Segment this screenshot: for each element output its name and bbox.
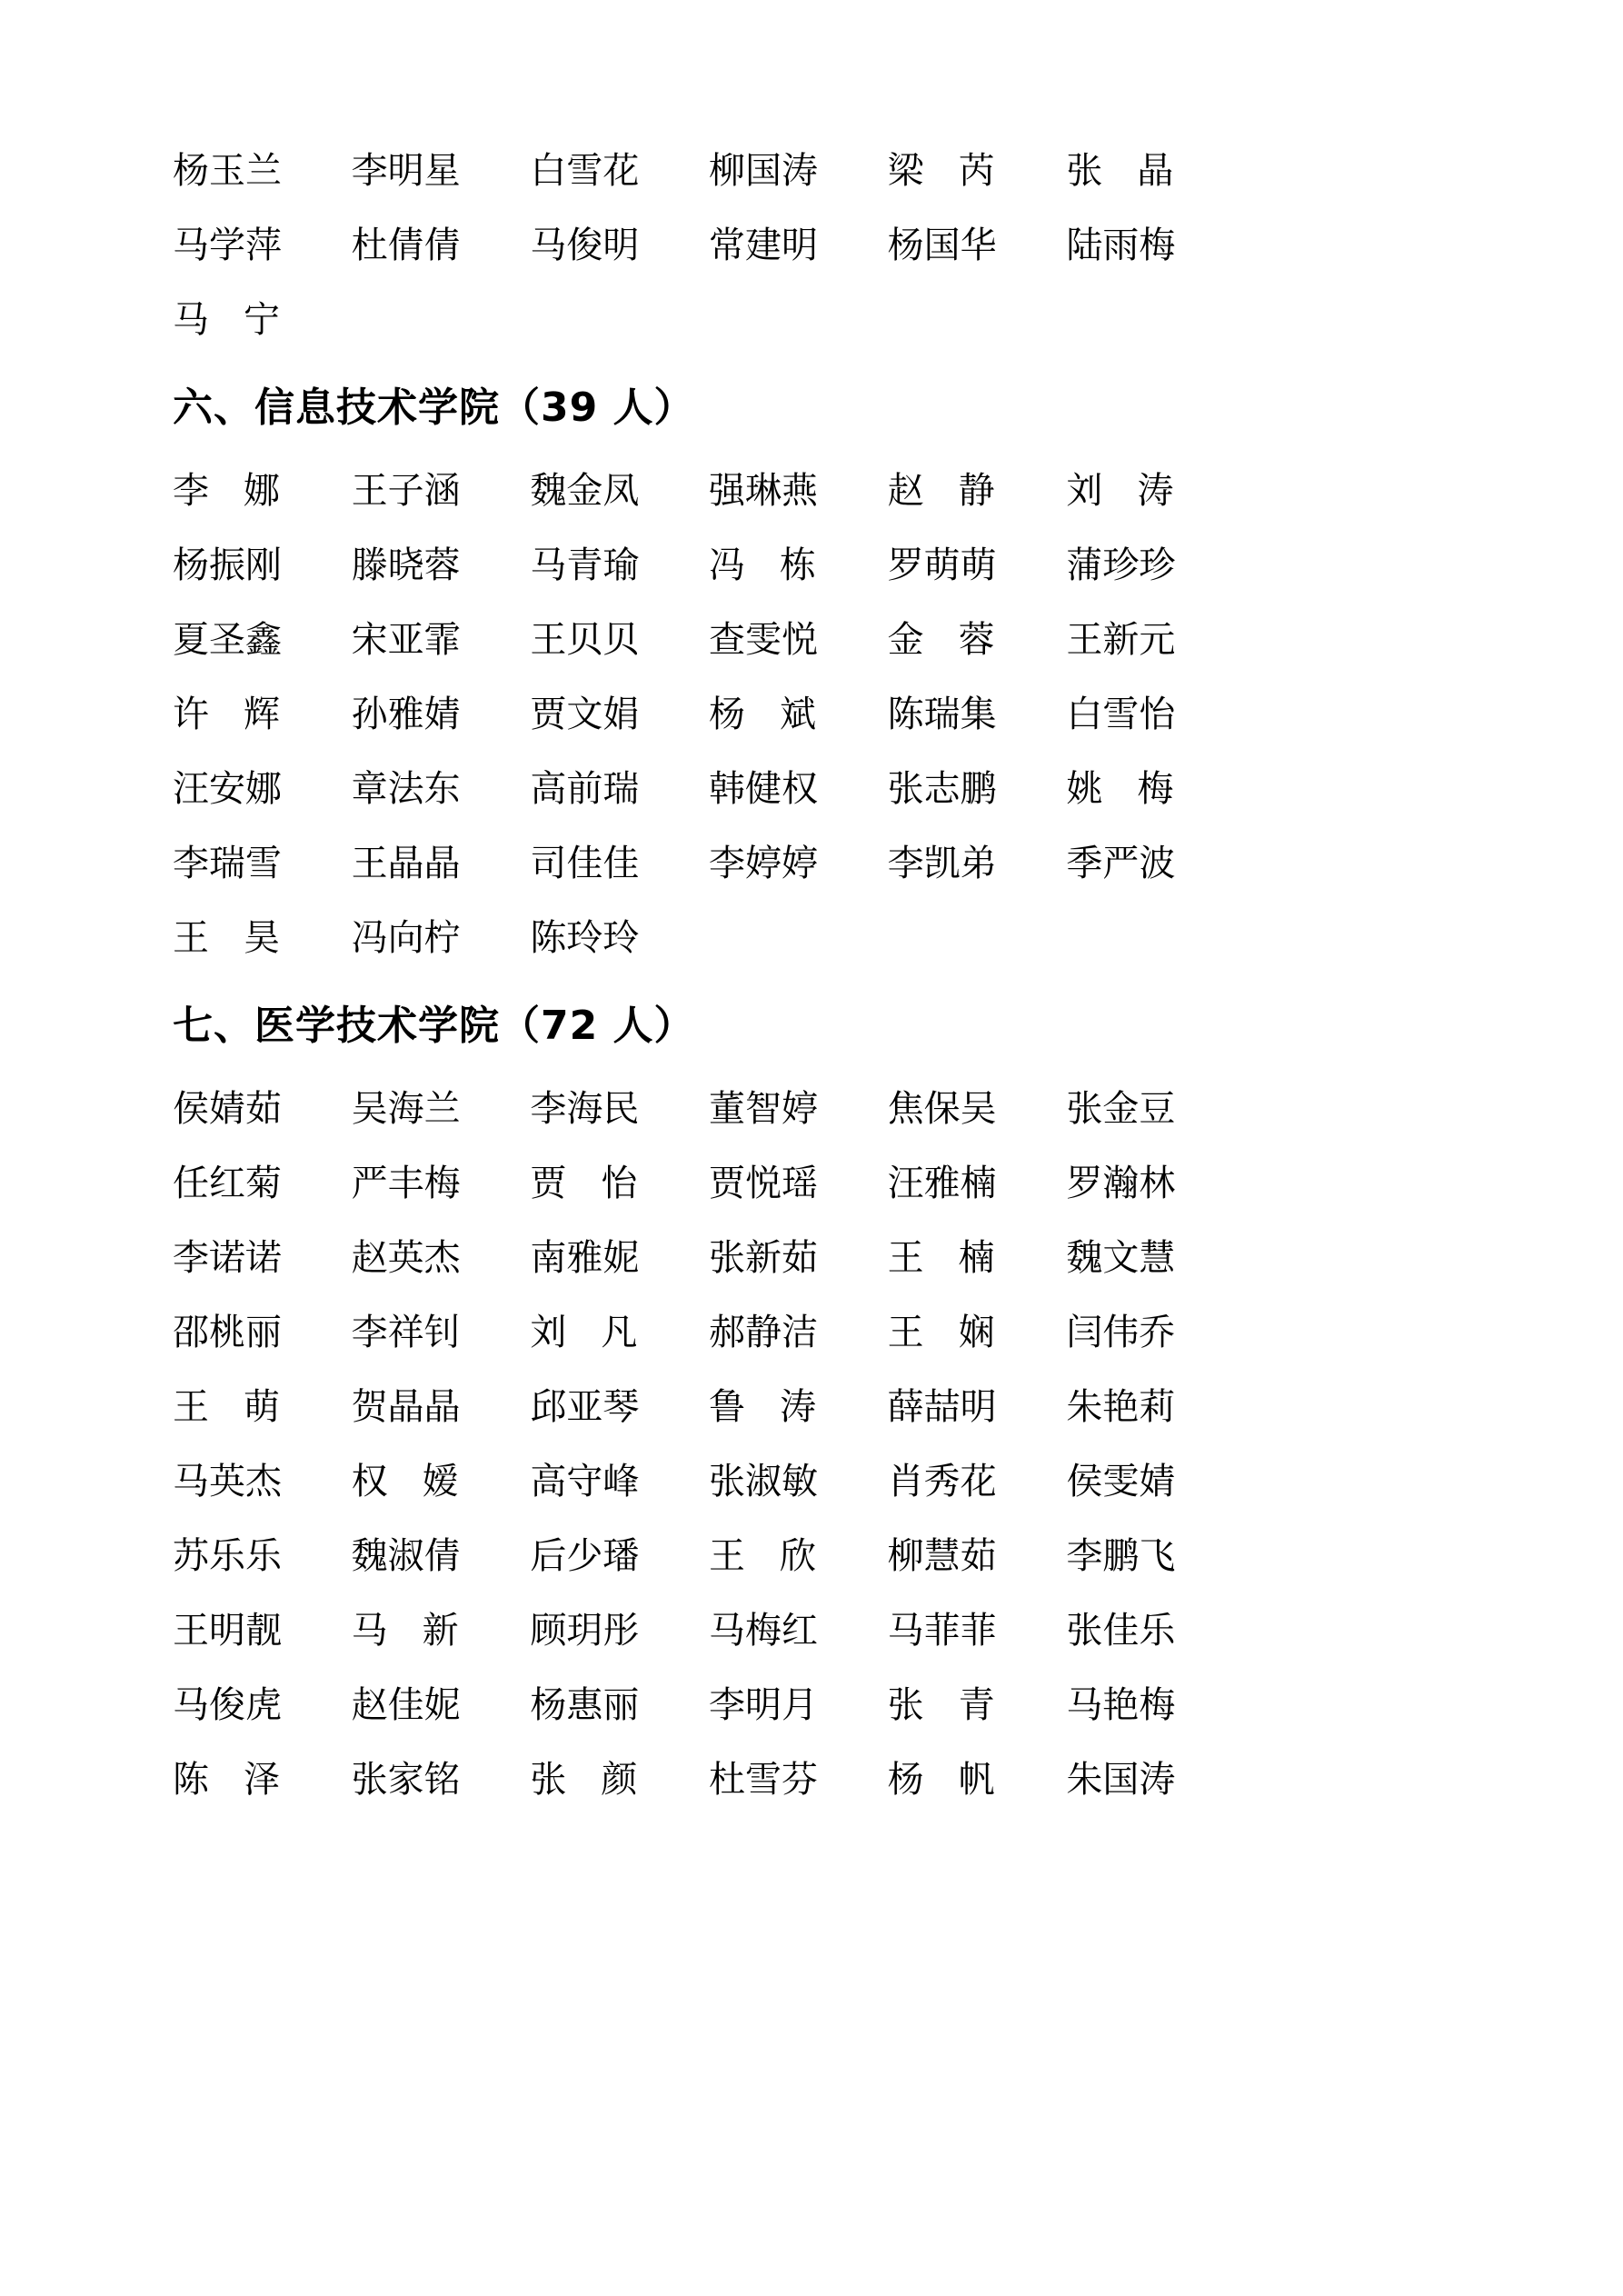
student-name: 刘 凡 [530,1312,638,1353]
student-name: 蒲珍珍 [1066,544,1176,586]
name-cell [888,680,1067,749]
name-cell [1066,1298,1245,1367]
name-cell [1066,680,1245,749]
student-name: 王 欣 [709,1535,816,1577]
student-name: 高前瑞 [530,768,640,810]
name-cell [173,1745,352,1814]
student-name: 冯向柠 [351,917,461,959]
student-name: 汪雅楠 [887,1163,997,1204]
student-name: 李婷婷 [709,843,818,884]
student-name: 李明星 [351,150,461,192]
student-name: 刘 涛 [1066,470,1174,512]
student-name: 李凯弟 [887,843,997,884]
name-cell [530,829,709,898]
name-cell [888,1596,1067,1665]
name-cell [530,531,709,600]
name-cell [888,1298,1067,1367]
name-row [173,680,1245,749]
name-cell [1066,1596,1245,1665]
name-cell [352,1745,531,1814]
name-cell [173,1149,352,1218]
name-cell [352,136,531,205]
student-name: 杜雪芬 [709,1759,818,1801]
name-row [173,531,1245,600]
name-cell [888,1149,1067,1218]
student-name: 王晶晶 [351,843,461,884]
name-cell [530,1074,709,1143]
student-name: 陈瑞集 [887,694,997,735]
name-cell [173,1223,352,1293]
student-name: 张 青 [887,1684,995,1726]
name-cell [888,1522,1067,1591]
name-cell [1066,605,1245,674]
student-name: 赵英杰 [351,1237,461,1279]
student-name: 王 楠 [887,1237,995,1279]
name-row [173,1745,1245,1814]
student-name: 赵佳妮 [351,1684,461,1726]
name-cell [1066,211,1245,280]
name-cell [173,1671,352,1740]
student-name: 张 晶 [1066,150,1174,192]
student-name: 张志鹏 [887,768,997,810]
name-row [173,754,1245,824]
name-cell [530,754,709,824]
section-heading: 七、医学技术学院（72 人） [173,1003,695,1049]
student-name: 白雪花 [530,150,640,192]
name-cell [709,1522,888,1591]
student-name: 冯 栋 [709,544,816,586]
student-name: 肖秀花 [887,1461,997,1502]
student-name: 苏乐乐 [173,1535,282,1577]
name-cell [352,1223,531,1293]
name-cell [530,136,709,205]
name-cell [173,1596,352,1665]
name-cell [173,1522,352,1591]
name-cell [709,1447,888,1516]
section-heading: 六、信息技术学院（39 人） [173,384,695,431]
student-name: 朱国涛 [1066,1759,1176,1801]
student-name: 王新元 [1066,619,1176,661]
name-cell [352,456,531,525]
student-name: 顾玥彤 [530,1610,640,1652]
name-cell [709,1596,888,1665]
student-name: 李海民 [530,1088,640,1130]
name-cell [888,754,1067,824]
student-name: 李瑞雪 [173,843,282,884]
name-cell [530,1522,709,1591]
name-row [173,1522,1245,1591]
student-name: 严丰梅 [351,1163,461,1204]
name-cell [1066,1447,1245,1516]
student-name: 张佳乐 [1066,1610,1176,1652]
name-cell [173,754,352,824]
name-cell [888,136,1067,205]
student-name: 马 宁 [173,299,280,341]
student-name: 杨 帆 [887,1759,995,1801]
name-cell [352,829,531,898]
student-name: 贾悦瑶 [709,1163,818,1204]
student-name: 贺晶晶 [351,1386,461,1428]
student-name: 强琳燕 [709,470,818,512]
student-name: 韩健权 [709,768,818,810]
name-cell [173,1074,352,1143]
college-section [173,369,1245,973]
name-cell [1066,1074,1245,1143]
document-body [173,136,1245,1814]
student-name: 李明月 [709,1684,818,1726]
student-name: 马青瑜 [530,544,640,586]
student-name: 鲁 涛 [709,1386,816,1428]
name-cell [173,1298,352,1367]
name-cell [173,211,352,280]
name-cell [1066,1671,1245,1740]
name-cell [173,456,352,525]
student-name: 邱亚琴 [530,1386,640,1428]
name-cell [888,829,1067,898]
name-cell [709,456,888,525]
student-name: 马 新 [351,1610,459,1652]
name-cell [1066,1373,1245,1442]
student-name: 陆雨梅 [1066,225,1176,266]
name-cell [352,1074,531,1143]
name-cell [888,531,1067,600]
name-cell [352,1298,531,1367]
student-name: 杨国华 [887,225,997,266]
name-cell [530,1223,709,1293]
student-name: 马俊明 [530,225,640,266]
name-cell [530,456,709,525]
name-cell [530,1447,709,1516]
student-name: 杨 斌 [709,694,816,735]
name-cell [352,1596,531,1665]
name-cell [709,1149,888,1218]
name-row [173,456,1245,525]
name-cell [1066,456,1245,525]
student-name: 马艳梅 [1066,1684,1176,1726]
student-name: 杨振刚 [173,544,282,586]
name-row [173,211,1245,280]
student-name: 梁 芮 [887,150,995,192]
student-name: 汪安娜 [173,768,282,810]
name-cell [530,1373,709,1442]
name-cell [709,605,888,674]
name-cell [352,680,531,749]
name-cell [1066,1522,1245,1591]
name-row [173,829,1245,898]
student-name: 常建明 [709,225,818,266]
name-cell [352,211,531,280]
name-cell [352,605,531,674]
name-cell [173,1447,352,1516]
student-name: 李鹏飞 [1066,1535,1176,1577]
name-cell [888,605,1067,674]
student-name: 白雪怡 [1066,694,1176,735]
student-name: 王 昊 [173,917,280,959]
student-name: 李祥钊 [351,1312,461,1353]
name-cell [888,1447,1067,1516]
student-name: 马学萍 [173,225,282,266]
name-cell [352,903,531,973]
name-cell [709,829,888,898]
name-row [173,1298,1245,1367]
name-cell [352,754,531,824]
student-name: 侯雯婧 [1066,1461,1176,1502]
student-name: 马俊虎 [173,1684,282,1726]
name-cell [173,903,352,973]
student-name: 权 嫒 [351,1461,459,1502]
student-name: 王 萌 [173,1386,280,1428]
name-cell [888,1223,1067,1293]
name-cell [709,1298,888,1367]
student-name: 邵桃丽 [173,1312,282,1353]
name-row [173,285,1245,354]
name-cell [352,1149,531,1218]
name-cell [888,1745,1067,1814]
name-cell [530,1745,709,1814]
name-cell [352,531,531,600]
name-row [173,1074,1245,1143]
name-cell [530,1596,709,1665]
name-row [173,136,1245,205]
student-name: 王子涵 [351,470,461,512]
student-name: 闫伟乔 [1066,1312,1176,1353]
name-cell [709,1373,888,1442]
student-name: 陈 泽 [173,1759,280,1801]
name-cell [1066,829,1245,898]
name-cell [888,1671,1067,1740]
student-name: 孙雅婧 [351,694,461,735]
student-name: 焦保吴 [887,1088,997,1130]
student-name: 朱艳莉 [1066,1386,1176,1428]
name-row [173,1223,1245,1293]
student-name: 薛喆明 [887,1386,997,1428]
student-name: 查雯悦 [709,619,818,661]
student-name: 马英杰 [173,1461,282,1502]
student-name: 李 娜 [173,470,280,512]
name-cell [173,531,352,600]
student-name: 马菲菲 [887,1610,997,1652]
name-cell [530,680,709,749]
name-cell [1066,531,1245,600]
student-name: 张家铭 [351,1759,461,1801]
student-name: 董智婷 [709,1088,818,1130]
name-cell [530,605,709,674]
student-name: 王明靓 [173,1610,282,1652]
name-cell [888,211,1067,280]
name-cell [352,1671,531,1740]
name-row [173,1596,1245,1665]
student-name: 马梅红 [709,1610,818,1652]
student-name: 王贝贝 [530,619,640,661]
name-cell [530,1671,709,1740]
student-name: 姚 梅 [1066,768,1174,810]
name-cell [1066,754,1245,824]
college-section [173,136,1245,354]
name-cell [709,754,888,824]
student-name: 任红菊 [173,1163,282,1204]
student-name: 章法东 [351,768,461,810]
student-name: 魏淑倩 [351,1535,461,1577]
student-name: 贾文娟 [530,694,640,735]
name-cell [352,1447,531,1516]
name-cell [888,456,1067,525]
student-name: 司佳佳 [530,843,640,884]
student-name: 杨玉兰 [173,150,282,192]
name-cell [173,136,352,205]
name-cell [1066,1223,1245,1293]
name-cell [173,829,352,898]
student-name: 宋亚霏 [351,619,461,661]
name-cell [709,1745,888,1814]
student-name: 张 颜 [530,1759,638,1801]
student-name: 张淑敏 [709,1461,818,1502]
name-cell [709,680,888,749]
name-cell [352,1373,531,1442]
student-name: 杜倩倩 [351,225,461,266]
student-name: 魏文慧 [1066,1237,1176,1279]
student-name: 郝静洁 [709,1312,818,1353]
name-row [173,903,1245,973]
name-cell [173,1373,352,1442]
student-name: 侯婧茹 [173,1088,282,1130]
student-name: 柳国涛 [709,150,818,192]
name-cell [1066,1745,1245,1814]
student-name: 罗萌萌 [887,544,997,586]
student-name: 罗瀚林 [1066,1163,1176,1204]
name-row [173,605,1245,674]
student-name: 夏圣鑫 [173,619,282,661]
college-section [173,987,1245,1814]
name-row [173,1373,1245,1442]
student-name: 金 蓉 [887,619,995,661]
name-cell [888,1373,1067,1442]
name-row [173,1447,1245,1516]
student-name: 杨惠丽 [530,1684,640,1726]
name-cell [709,1074,888,1143]
name-cell [173,285,352,354]
student-name: 南雅妮 [530,1237,640,1279]
student-name: 陈玲玲 [530,917,640,959]
name-cell [1066,1149,1245,1218]
name-cell [709,1223,888,1293]
name-row [173,1149,1245,1218]
name-cell [530,1298,709,1367]
student-name: 柳慧茹 [887,1535,997,1577]
name-cell [530,211,709,280]
name-cell [888,1074,1067,1143]
student-name: 张金豆 [1066,1088,1176,1130]
student-name: 张新茹 [709,1237,818,1279]
name-cell [352,1522,531,1591]
student-name: 李诺诺 [173,1237,282,1279]
name-cell [709,1671,888,1740]
name-cell [173,680,352,749]
name-cell [709,136,888,205]
name-row [173,1671,1245,1740]
student-name: 季严波 [1066,843,1176,884]
student-name: 王 娴 [887,1312,995,1353]
name-cell [530,1149,709,1218]
name-cell [709,531,888,600]
name-cell [709,211,888,280]
name-cell [173,605,352,674]
student-name: 高守峰 [530,1461,640,1502]
student-name: 许 辉 [173,694,280,735]
name-cell [530,903,709,973]
student-name: 贾 怡 [530,1163,638,1204]
student-name: 赵 静 [887,470,995,512]
student-name: 吴海兰 [351,1088,461,1130]
student-name: 后少璠 [530,1535,640,1577]
student-name: 魏金凤 [530,470,640,512]
name-cell [1066,136,1245,205]
student-name: 滕晓蓉 [351,544,461,586]
